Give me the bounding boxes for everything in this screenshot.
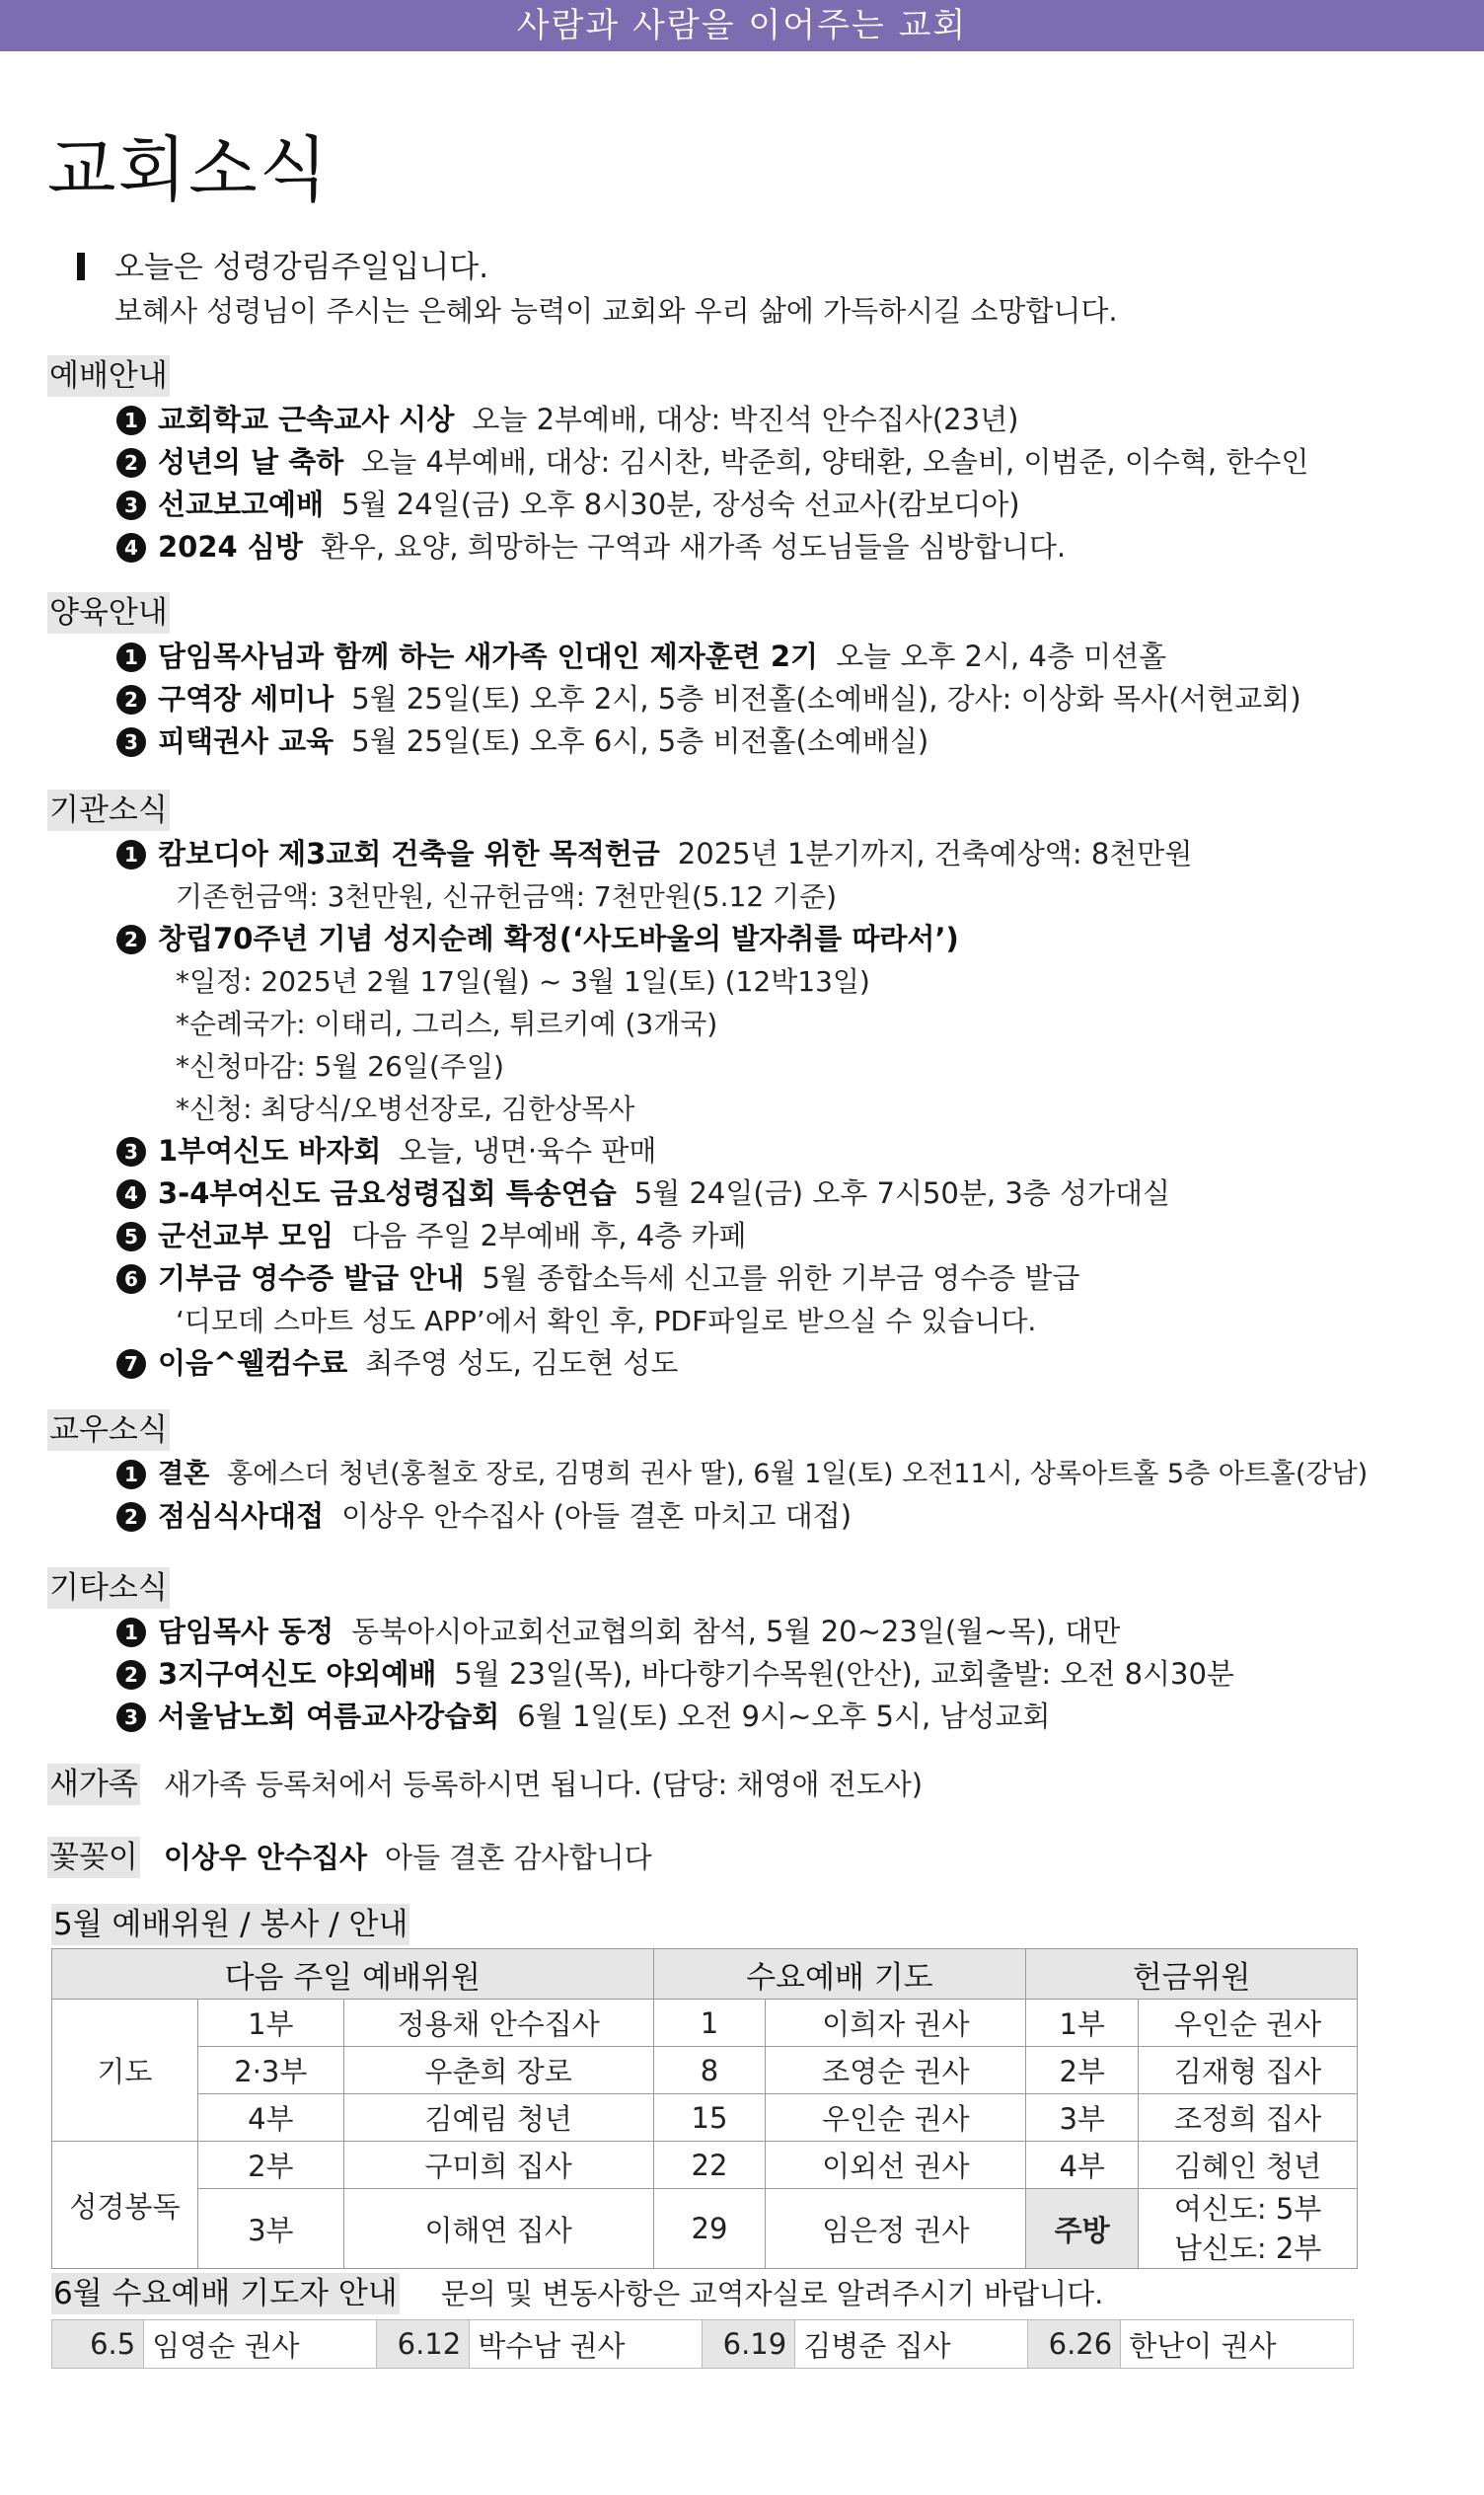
flowers-text: 아들 결혼 감사합니다 [385,1841,652,1874]
table-cell: 1 [653,2000,766,2047]
section-training [47,592,1448,763]
section-heading: 꽃꽂이 [47,1837,140,1878]
table-cell: 우춘희 장로 [343,2047,653,2094]
number-badge: 4 [116,533,146,563]
number-badge: 2 [116,925,146,954]
number-badge: 3 [116,1702,146,1732]
table-cell: 15 [653,2094,766,2142]
number-badge: 2 [116,685,146,715]
table-cell: 22 [653,2142,766,2189]
table-cell: 우인순 권사 [1139,2000,1358,2047]
table-cell: 3부 [1026,2094,1139,2142]
table-header-row [52,1949,1358,2000]
item-text: 오늘 4부예배, 대상: 김시찬, 박준희, 양태환, 오솔비, 이범준, 이수혁, 한수인 [361,445,1309,479]
item-text: 최주영 성도, 김도현 성도 [365,1346,679,1380]
table-cell: 2·3부 [197,2047,343,2094]
june-note: 문의 및 변동사항은 교역자실로 알려주시기 바랍니다. [440,2277,1104,2310]
date-cell: 6.5 [52,2320,144,2369]
table-cell: 2부 [197,2142,343,2189]
item-title: 캄보디아 제3교회 건축을 위한 목적헌금 [158,837,660,870]
table-cell: 2부 [1026,2047,1139,2094]
item-text: 5월 25일(토) 오후 6시, 5층 비전홀(소예배실) [351,724,929,758]
item-title: 이음^웰컴수료 [158,1346,348,1380]
item-title: 결혼 [158,1459,210,1489]
list-item [47,833,1448,875]
table-row [52,2047,1358,2094]
item-title: 서울남노회 여름교사강습회 [158,1700,500,1733]
item-text: 오늘, 냉면·육수 판매 [399,1134,657,1168]
number-badge: 1 [116,840,146,869]
item-title: 선교보고예배 [158,488,325,521]
may-volunteer-table [51,1948,1358,2269]
list-item [47,1172,1448,1215]
number-badge: 1 [116,643,146,672]
list-item [47,1611,1448,1653]
item-title: 성년의 날 축하 [158,445,344,479]
item-title: 담임목사님과 함께 하는 새가족 인대인 제자훈련 2기 [158,640,819,673]
item-text: 6월 1일(토) 오전 9시~오후 5시, 남성교회 [517,1700,1051,1733]
column-header: 수요예배 기도 [653,1949,1026,2000]
number-badge: 1 [116,1618,146,1647]
new-family-row [47,1763,923,1806]
number-badge: 2 [116,448,146,478]
item-title: 군선교부 모임 [158,1219,334,1252]
section-heading: 6월 수요예배 기도자 안내 [51,2273,400,2314]
name-cell: 박수남 권사 [470,2320,703,2369]
item-subline: ‘디모데 스마트 성도 APP’에서 확인 후, PDF파일로 받으실 수 있습니다. [176,1305,1037,1337]
number-badge: 1 [116,406,146,435]
table-cell: 29 [653,2189,766,2269]
item-title: 2024 심방 [158,530,303,564]
item-text: 오늘 오후 2시, 4층 미션홀 [836,640,1167,673]
list-item [47,1257,1448,1300]
group-label: 기도 [52,2000,198,2142]
table-cell: 3부 [197,2189,343,2269]
date-cell: 6.19 [702,2320,794,2369]
number-badge: 4 [116,1179,146,1209]
bullet-bar [77,253,85,280]
table-cell: 김혜인 청년 [1139,2142,1358,2189]
kitchen-label: 주방 [1026,2189,1139,2269]
flowers-row [47,1836,652,1879]
item-title: 1부여신도 바자회 [158,1134,382,1168]
top-banner: 사람과 사람을 이어주는 교회 [0,0,1484,51]
flowers-donor: 이상우 안수집사 [163,1841,368,1874]
table-cell: 조정희 집사 [1139,2094,1358,2142]
item-text: 오늘 2부예배, 대상: 박진석 안수집사(23년) [472,403,1019,436]
kitchen-men: 남신도: 2부 [1173,2231,1322,2265]
column-header: 헌금위원 [1026,1949,1358,2000]
item-title: 창립70주년 기념 성지순례 확정(‘사도바울의 발자취를 따라서’) [158,922,959,955]
column-header: 다음 주일 예배위원 [52,1949,654,2000]
item-text: 환우, 요양, 희망하는 구역과 새가족 성도님들을 심방합니다. [320,530,1067,564]
item-text: 2025년 1분기까지, 건축예상액: 8천만원 [677,837,1193,870]
section-heading: 기관소식 [47,790,170,831]
kitchen-women: 여신도: 5부 [1173,2192,1322,2226]
table-cell: 이해연 집사 [343,2189,653,2269]
item-subline: *순례국가: 이태리, 그리스, 튀르키예 (3개국) [176,1008,718,1040]
list-item [47,720,1448,763]
section-heading: 5월 예배위원 / 봉사 / 안내 [51,1904,409,1945]
list-item [47,1453,1448,1495]
item-text: 5월 24일(금) 오후 8시30분, 장성숙 선교사(캄보디아) [341,488,1020,521]
date-cell: 6.26 [1027,2320,1120,2369]
table-row [52,2189,1358,2269]
list-item [47,1130,1448,1172]
table-row [52,2142,1358,2189]
may-table-heading-row [51,1903,433,1946]
list-item [47,1342,1448,1385]
table-cell: 8 [653,2047,766,2094]
section-heading: 양육안내 [47,592,170,634]
section-organizations [47,790,1448,1385]
number-badge: 2 [116,1502,146,1532]
table-cell: 조영순 권사 [766,2047,1026,2094]
table-cell: 이외선 권사 [766,2142,1026,2189]
item-text: 5월 24일(금) 오후 7시50분, 3층 성가대실 [633,1176,1171,1210]
table-cell: 구미희 집사 [343,2142,653,2189]
table-cell: 4부 [197,2094,343,2142]
list-item [47,484,1448,526]
table-cell: 김재형 집사 [1139,2047,1358,2094]
item-title: 3-4부여신도 금요성령집회 특송연습 [158,1176,617,1210]
group-label: 성경봉독 [52,2142,198,2269]
item-subline: *일정: 2025년 2월 17일(월) ~ 3월 1일(토) (12박13일) [176,965,870,998]
list-item [47,399,1448,441]
item-title: 교회학교 근속교사 시상 [158,403,455,436]
date-cell: 6.12 [376,2320,469,2369]
number-badge: 6 [116,1264,146,1294]
number-badge: 3 [116,727,146,757]
item-text: 동북아시아교회선교협의회 참석, 5월 20~23일(월~목), 대만 [351,1615,1121,1648]
name-cell: 한난이 권사 [1121,2320,1354,2369]
table-cell: 우인순 권사 [766,2094,1026,2142]
table-cell: 이희자 권사 [766,2000,1026,2047]
item-title: 3지구여신도 야외예배 [158,1657,437,1691]
number-badge: 7 [116,1349,146,1379]
list-item [47,636,1448,678]
item-subline: *신청: 최당식/오병선장로, 김한상목사 [176,1093,635,1125]
number-badge: 2 [116,1660,146,1690]
table-cell: 정용채 안수집사 [343,2000,653,2047]
list-item [47,1495,1448,1538]
new-family-text: 새가족 등록처에서 등록하시면 됩니다. (담당: 채영애 전도사) [163,1768,924,1801]
list-item [47,918,1448,960]
lead-line-1: 오늘은 성령강림주일입니다. [114,250,489,285]
table-cell: 임은정 권사 [766,2189,1026,2269]
june-prayer-table [51,2319,1354,2369]
item-text: 이상우 안수집사 (아들 결혼 마치고 대접) [341,1499,853,1533]
item-title: 기부금 영수증 발급 안내 [158,1261,465,1295]
name-cell: 김병준 집사 [795,2320,1028,2369]
list-item [47,678,1448,720]
section-members [47,1409,1448,1538]
item-text: 5월 23일(목), 바다향기수목원(안산), 교회출발: 오전 8시30분 [454,1657,1234,1691]
table-cell: 4부 [1026,2142,1139,2189]
kitchen-cell [1139,2189,1358,2269]
item-text: 5월 25일(토) 오후 2시, 5층 비전홀(소예배실), 강사: 이상화 목사(서현교회) [351,682,1301,716]
section-heading: 예배안내 [47,355,170,397]
number-badge: 3 [116,491,146,520]
name-cell: 임영순 권사 [144,2320,377,2369]
section-heading: 기타소식 [47,1567,170,1609]
section-worship [47,355,1448,568]
table-row [52,2094,1358,2142]
table-row [52,2000,1358,2047]
item-text: 5월 종합소득세 신고를 위한 기부금 영수증 발급 [482,1261,1080,1295]
number-badge: 1 [116,1460,146,1489]
table-cell: 1부 [197,2000,343,2047]
item-subline: 기존헌금액: 3천만원, 신규헌금액: 7천만원(5.12 기준) [176,880,838,913]
item-title: 구역장 세미나 [158,682,334,716]
section-etc [47,1567,1448,1738]
list-item [47,1653,1448,1696]
table-row [52,2320,1354,2369]
item-title: 담임목사 동정 [158,1615,334,1648]
section-heading: 새가족 [47,1764,140,1805]
table-cell: 김예림 청년 [343,2094,653,2142]
page-title: 교회소식 [47,128,331,211]
item-title: 점심식사대접 [158,1499,325,1533]
list-item [47,1215,1448,1257]
list-item [47,441,1448,484]
section-heading: 교우소식 [47,1409,170,1451]
item-subline: *신청마감: 5월 26일(주일) [176,1050,504,1083]
item-title: 피택권사 교육 [158,724,334,758]
lead-line-2: 보혜사 성령님이 주시는 은혜와 능력이 교회와 우리 삶에 가득하시길 소망합니다. [114,294,1118,328]
june-heading-row [51,2272,1103,2315]
list-item [47,526,1448,568]
item-text: 다음 주일 2부예배 후, 4층 카페 [351,1219,747,1252]
list-item [47,1696,1448,1738]
table-cell: 1부 [1026,2000,1139,2047]
number-badge: 5 [116,1222,146,1251]
number-badge: 3 [116,1137,146,1167]
item-text: 홍에스더 청년(홍철호 장로, 김명희 권사 딸), 6월 1일(토) 오전11시, 상록아트홀 5층 아트홀(강남) [227,1459,1369,1489]
